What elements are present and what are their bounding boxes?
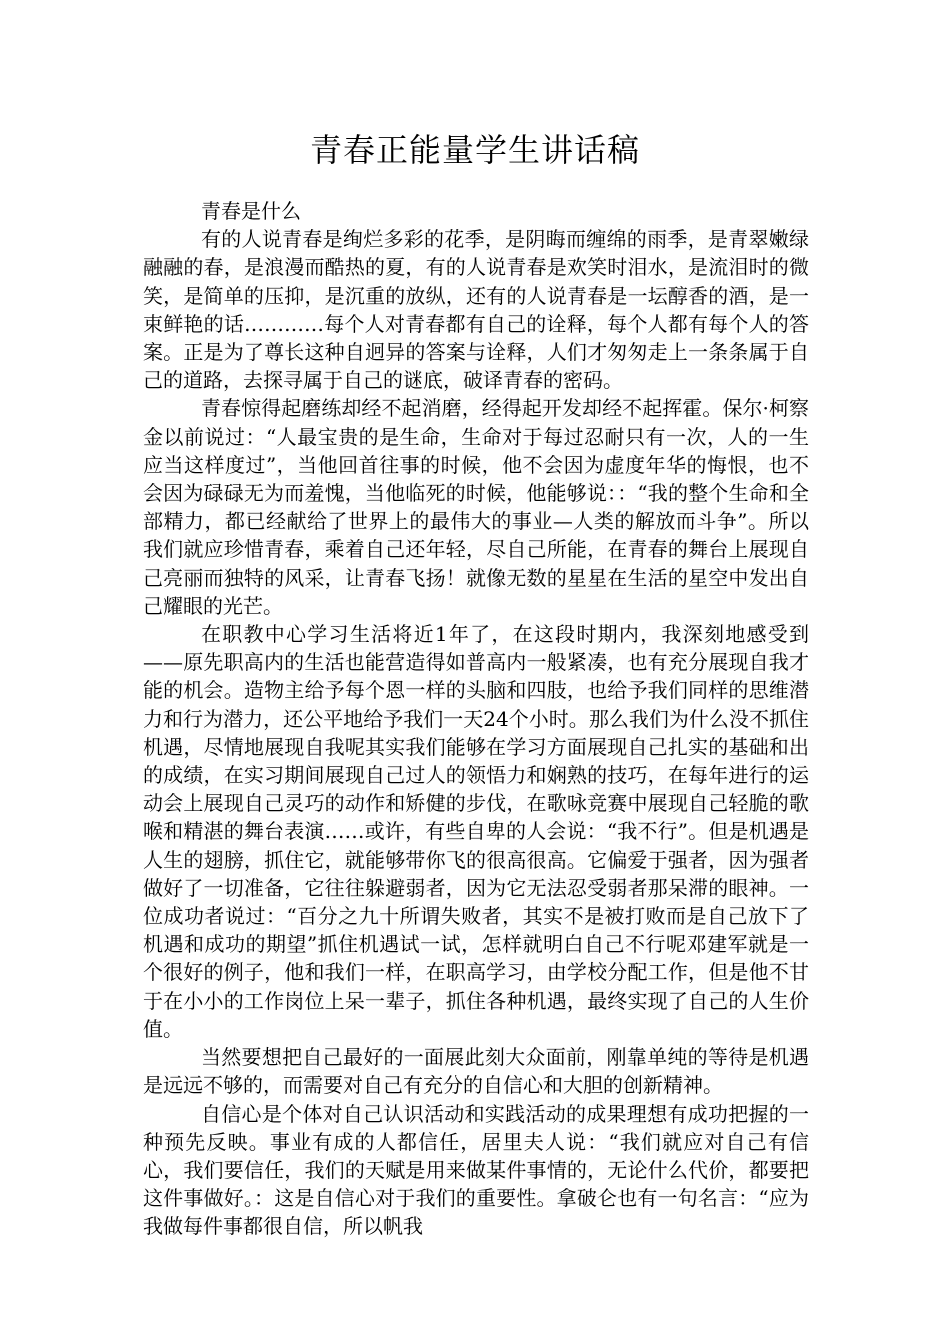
document-body [143,197,809,1241]
paragraph: 有的人说青春是绚烂多彩的花季，是阴晦而缠绵的雨季，是青翠嫩绿融融的春，是浪漫而酷热的夏，有的人说青春是欢笑时泪水，是流泪时的微笑，是简单的压抑，是沉重的放纵，还有的人说青春是一坛醇香的酒，是一束鲜艳的话…………每个人对青春都有自己的诠释，每个人都有每个人的答案。正是为了尊长这种自迥异的答案与诠释，人们才匆匆走上一条条属于自己的道路，去探寻属于自己的谜底，破译青春的密码。 [143,227,809,393]
paragraph: 当然要想把自己最好的一面展此刻大众面前，刚靠单纯的等待是机遇是远远不够的，而需要对自己有充分的自信心和大胆的创新精神。 [143,1045,809,1098]
document-title: 青春正能量学生讲话稿 [309,131,640,169]
paragraph-heading: 青春是什么 [201,199,301,223]
paragraph: 在职教中心学习生活将近1年了，在这段时期内，我深刻地感受到——原先职高内的生活也能营造得如普高内一般紧凑，也有充分展现自我才能的机会。造物主给予每个恩一样的头脑和四肢，也给予我们同样的思维潜力和行为潜力，还公平地给予我们一天24个小时。那么我们为什么没不抓住机遇，尽情地展现自我呢其实我们能够在学习方面展现自己扎实的基础和出的成绩，在实习期间展现自己过人的领悟力和娴熟的技巧，在每年进行的运动会上展现自己灵巧的动作和矫健的步伐，在歌咏竞赛中展现自己轻脆的歌喉和精湛的舞台表演……或许，有些自卑的人会说：“我不行”。但是机遇是人生的翅膀，抓住它，就能够带你飞的很高很高。它偏爱于强者，因为强者做好了一切准备，它往往躲避弱者，因为它无法忍受弱者那呆滞的眼神。一位成功者说过：“百分之九十所谓失败者，其实不是被打败而是自己放下了机遇和成功的期望”抓住机遇试一试，怎样就明白自己不行呢邓建军就是一个很好的例子，他和我们一样，在职高学习，由学校分配工作，但是他不甘于在小小的工作岗位上呆一辈子，抓住各种机遇，最终实现了自己的人生价值。 [143,622,809,1041]
paragraph: 青春惊得起磨练却经不起消磨，经得起开发却经不起挥霍。保尔·柯察金以前说过：“人最宝贵的是生命，生命对于每过忍耐只有一次，人的一生应当这样度过”，当他回首往事的时候，他不会因为虚度年华的悔恨，也不会因为碌碌无为而羞愧，当他临死的时候，他能够说：：“我的整个生命和全部精力，都已经献给了世界上的最伟大的事业—人类的解放而斗争”。所以我们就应珍惜青春，乘着自己还年轻，尽自己所能，在青春的舞台上展现自己亮丽而独特的风采，让青春飞扬！就像无数的星星在生活的星空中发出自己耀眼的光芒。 [143,396,809,618]
paragraph: 自信心是个体对自己认识活动和实践活动的成果理想有成功把握的一种预先反映。事业有成的人都信任，居里夫人说：“我们就应对自己有信心，我们要信任，我们的天赋是用来做某件事情的，无论什么代价，都要把这件事做好。：这是自信心对于我们的重要性。拿破仑也有一句名言：“应为我做每件事都很自信，所以帆我 [143,1101,809,1239]
